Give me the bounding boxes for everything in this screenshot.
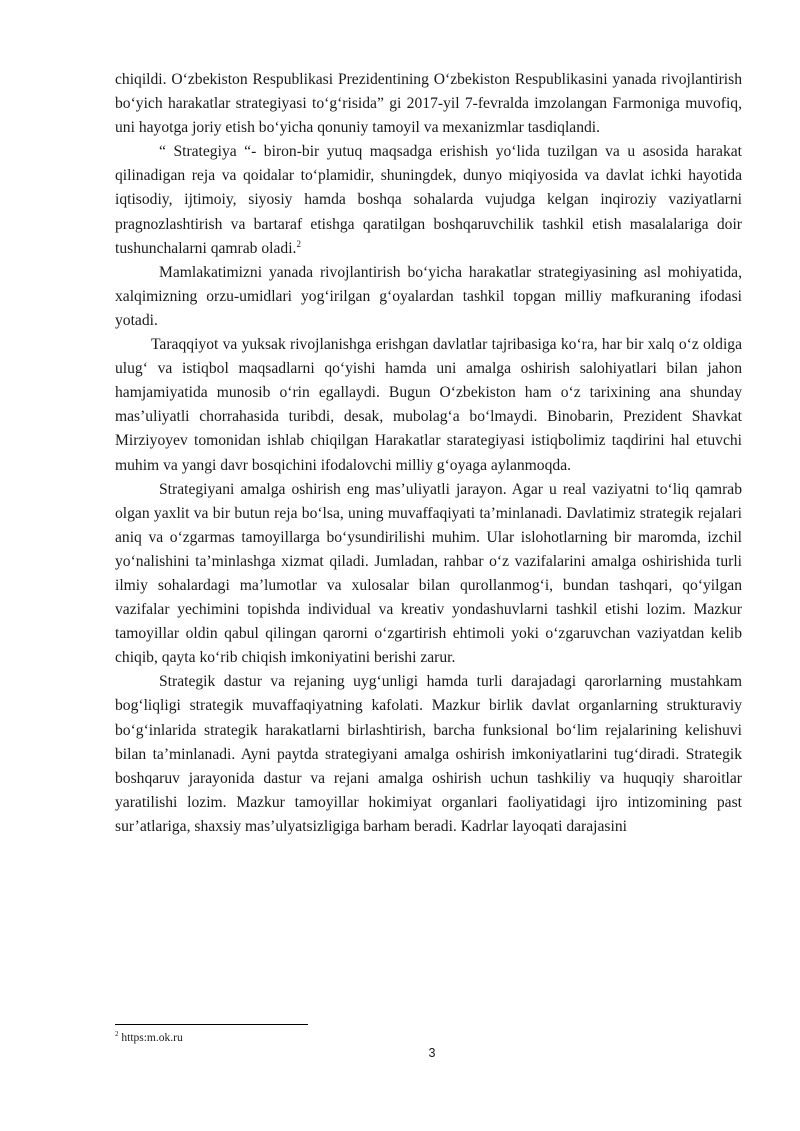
paragraph-2 <box>115 140 742 260</box>
footnote-reference[interactable]: 2 <box>296 238 301 249</box>
footnote <box>115 1031 183 1045</box>
paragraph-3: Mamlakatimizni yanada rivojlantirish bo‘yicha harakatlar strategiyasining asl mohiyatida, xalqimizning orzu-umidlari yog‘irilgan g‘oyalardan tashkil topgan milliy mafkuraning ifodasi yotadi. <box>115 263 742 329</box>
paragraph-1: chiqildi. O‘zbekiston Respublikasi Prezidentining O‘zbekiston Respublikasini yanada rivojlantirish bo‘yich harakatlar strategiyasi to‘g‘risida” gi 2017-yil 7-fevralda imzolangan Farmoniga muvofiq, uni hayotga joriy etish bo‘yicha qonuniy tamoyil va mexanizmlar tasdiqlandi. <box>115 71 742 137</box>
paragraph-2-text: “ Strategiya “- biron-bir yutuq maqsadga erishish yo‘lida tuzilgan va u asosida harakat qilinadigan reja va qoidalar to‘plamidir, shuningdek, dunyo miqiyosida va davlat ichki hayotida iqtisodiy, ijtimoiy, siyosiy hamda boshqa sohalarda vujudga kelgan inqiroziy vaziyatlarni pragnozlashtirish va bartaraf etishga qaratilgan boshqaruvchilik tashkil etish masalalariga doir tushunchalarni qamrab oladi. <box>115 143 742 257</box>
document-body <box>115 68 742 839</box>
footnote-mark: 2 <box>115 1030 119 1039</box>
footnote-separator <box>115 1024 308 1025</box>
footnote-text: https:m.ok.ru <box>121 1032 183 1044</box>
page-number: 3 <box>428 1046 436 1060</box>
paragraph-5: Strategiyani amalga oshirish eng mas’uliyatli jarayon. Agar u real vaziyatni to‘liq qamrab olgan yaxlit va bir butun reja bo‘lsa, uning muvaffaqiyati ta’minlanadi. Davlatimiz strategik rejalari aniq va o‘zgarmas tamoyillarga bo‘ysundirilishi muhim. Ular islohotlarning bir maromda, izchil yo‘nalishini ta’minlashga xizmat qiladi. Jumladan, rahbar o‘z vazifalarini amalga oshirishida turli ilmiy sohalardagi ma’lumotlar va xulosalar bilan qurollanmog‘i, bundan tashqari, qo‘yilgan vazifalar yechimini topishda individual va kreativ yondashuvlarni tashkil etishi lozim. Mazkur tamoyillar oldin qabul qilingan qarorni o‘zgartirish ehtimoli yoki o‘zgaruvchan vaziyatdan kelib chiqib, qayta ko‘rib chiqish imkoniyatini berishi zarur. <box>115 480 742 667</box>
paragraph-6: Strategik dastur va rejaning uyg‘unligi hamda turli darajadagi qarorlarning mustahkam bog‘liqligi strategik muvaffaqiyatning kafolati. Mazkur birlik davlat organlarning strukturaviy bo‘g‘inlarida strategik harakatlarni birlashtirish, barcha funksional bo‘lim rejalarining kelishuvi bilan ta’minlanadi. Ayni paytda strategiyani amalga oshirish imkoniyatlarini tug‘diradi. Strategik boshqaruv jarayonida dastur va rejani amalga oshirish uchun tashkiliy va huquqiy sharoitlar yaratilishi lozim. Mazkur tamoyillar hokimiyat organlari faoliyatidagi ijro intizomining past sur’atlariga, shaxsiy mas’ulyatsizligiga barham beradi. Kadrlar layoqati darajasini <box>115 673 742 835</box>
paragraph-4: Taraqqiyot va yuksak rivojlanishga erishgan davlatlar tajribasiga ko‘ra, har bir xalq o‘z oldiga ulug‘ va istiqbol maqsadlarni qo‘yishi hamda uni amalga oshirish salohiyatlari bilan jahon hamjamiyatida munosib o‘rin egallaydi. Bugun O‘zbekiston ham o‘z tarixining ana shunday mas’uliyatli chorrahasida turibdi, desak, mubolag‘a bo‘lmaydi. Binobarin, Prezident Shavkat Mirziyoyev tomonidan ishlab chiqilgan Harakatlar starategiyasi istiqbolimiz taqdirini hal etuvchi muhim va yangi davr bosqichini ifodalovchi milliy g‘oyaga aylanmoqda. <box>115 336 742 474</box>
